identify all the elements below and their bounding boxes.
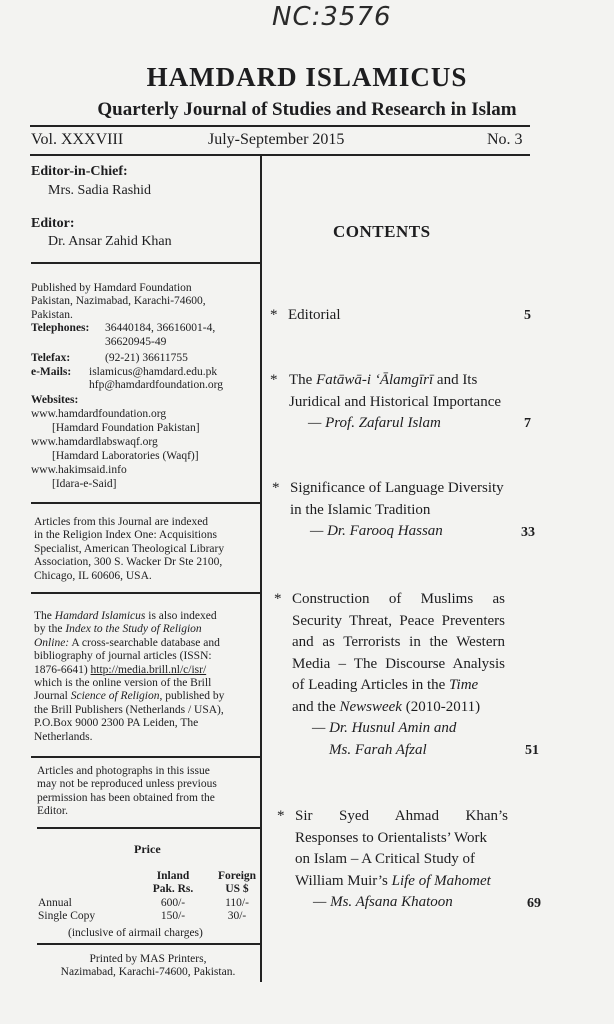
index-note-line: Association, 300 S. Wacker Dr Ste 2100, [34,556,223,569]
copyright-line: permission has been obtained from the [37,791,215,804]
section-rule [37,943,261,945]
index-note-line: in the Religion Index One: Acquisitions [34,529,218,542]
handwritten-note: NC:3576 [272,2,392,32]
entry-author: Ms. Farah Afzal [329,741,427,758]
contents-heading: CONTENTS [333,222,431,241]
text: , published by [159,690,225,703]
title-text: The [289,372,317,388]
title-text: and as Terrorists in the Western [292,634,505,650]
price-row [38,897,262,910]
entry-language-diversity[interactable] [290,478,510,543]
text: the Brill Publishers (Netherlands / USA), [34,703,224,716]
header-rule [30,154,530,156]
entry-page: 7 [524,416,531,431]
title-italic: Life of Mahomet [391,872,491,889]
title-italic: Fatāwā-i ‘Ālamgīrī [316,372,434,388]
copyright-line: Articles and photographs in this issue [37,765,210,777]
index-note-line: Chicago, IL 60606, USA. [34,569,152,582]
price-foreign: 30/- [227,910,247,923]
price-header-row [38,883,262,896]
entry-fatawa[interactable] [289,370,509,435]
text: Journal [34,690,71,703]
entry-page: 69 [527,896,541,911]
printer-info [38,953,258,980]
title-italic: Newsweek [339,698,402,715]
index-note-brill [34,610,256,744]
text: Netherlands. [34,730,93,743]
entry-page: 5 [524,308,531,323]
issue-date: July-September 2015 [208,131,345,148]
title-text: Juridical and Historical Importance [289,393,502,410]
journal-title: HAMDARD ISLAMICUS [146,62,468,92]
section-rule [31,262,261,264]
title-text: Media – The Discourse Analysis [292,655,505,672]
index-note-religion-index [34,516,256,583]
title-text: Security Threat, Peace Preventers [292,612,505,629]
journal-name: Hamdard Islamicus [54,610,146,622]
index-note-line: Articles from this Journal are indexed [34,516,209,528]
title-italic: Time [449,677,479,693]
column-divider [260,156,262,982]
telefax-label: Telefax: [31,352,71,364]
price-table [38,870,262,924]
entry-star: * [277,808,285,824]
editor-in-chief-name: Mrs. Sadia Rashid [48,183,152,198]
entry-star: * [272,480,280,496]
editor-in-chief-label: Editor-in-Chief: [31,164,128,179]
title-text: and the [292,698,340,715]
price-label: Single Copy [38,910,96,923]
website-link[interactable]: www.hakimsaid.info [31,464,127,476]
telephones-label: Telephones: [31,322,90,334]
entry-author: — Prof. Zafarul Islam [308,415,441,431]
text: is also indexed [145,610,217,622]
brill-link[interactable]: http://media.brill.nl/c/isr/ [90,663,207,676]
title-text: of Leading Articles in the [292,677,450,693]
title-text: and Its [433,372,478,388]
text: by the [34,623,66,636]
email-link[interactable]: hfp@hamdardfoundation.org [89,379,223,391]
websites-label: Websites: [31,394,79,406]
editor-label: Editor: [31,216,75,231]
text: which is the online version of the Brill [34,677,212,690]
index-name: Online: [34,636,70,649]
title-text: Sir Syed Ahmad Khan’s [295,808,508,824]
section-rule [31,502,261,504]
journal-name: Science of Religion [70,690,160,703]
entry-author: — Dr. Husnul Amin and [312,720,457,736]
title-text: on Islam – A Critical Study of [295,851,475,867]
entry-star: * [270,307,278,323]
title-text: Significance of Language Diversity [290,480,504,496]
price-label: Annual [38,896,72,909]
telephones-line: 36440184, 36616001-4, [105,322,216,334]
issue-number: No. 3 [487,131,523,148]
price-row [38,910,262,923]
entry-page: 51 [525,743,539,758]
publisher-block [31,282,254,322]
text: P.O.Box 9000 2300 PA Leiden, The [34,717,199,730]
title-text: in the Islamic Tradition [290,501,431,518]
price-foreign: 110/- [225,896,249,909]
entry-star: * [270,372,278,388]
journal-subtitle: Quarterly Journal of Studies and Research in Islam [97,99,517,120]
volume: Vol. XXXVIII [31,131,124,148]
entry-sir-syed[interactable] [295,806,508,914]
entry-construction-of-muslims[interactable] [292,589,505,761]
title-text: William Muir’s [295,872,392,889]
editor-name: Dr. Ansar Zahid Khan [48,234,172,249]
copyright-line: may not be reproduced unless previous [37,778,217,791]
website-name: [Idara-e-Said] [52,478,117,490]
printer-line: Nazimabad, Karachi-74600, Pakistan. [60,966,236,979]
printer-line: Printed by MAS Printers, [89,953,207,965]
entry-title-editorial[interactable]: Editorial [288,307,341,323]
col-inland-unit: Pak. Rs. [152,883,194,896]
title-text: Construction of Muslims as [292,591,505,607]
price-inland: 600/- [160,896,186,909]
website-name: [Hamdard Foundation Pakistan] [52,422,200,434]
website-link[interactable]: www.hamdardlabswaqf.org [31,436,158,448]
text: The [34,610,55,622]
col-inland: Inland [156,870,190,882]
entry-page: 33 [521,525,535,540]
section-rule [31,592,261,594]
copyright-notice [37,765,258,819]
price-note: (inclusive of airmail charges) [68,927,203,939]
publisher-line: Pakistan, Nazimabad, Karachi-74600, [31,295,206,308]
section-rule [31,756,261,758]
text: 1876-6641) [34,663,91,676]
copyright-line: Editor. [37,805,68,818]
text: bibliography of journal articles (ISSN: [34,650,212,663]
col-foreign-unit: US $ [225,883,249,896]
telephones-line: 36620945-49 [105,336,167,348]
title-text: Responses to Orientalists’ Work [295,829,487,846]
price-header-row [38,870,262,883]
text: A cross-searchable database and [69,636,220,649]
publisher-line: Published by Hamdard Foundation [31,282,192,294]
title-text: (2010-2011) [401,698,481,715]
index-note-line: Specialist, American Theological Library [34,542,225,555]
price-inland: 150/- [160,910,186,923]
masthead-rule [30,125,530,127]
publisher-line: Pakistan. [31,308,73,321]
col-foreign: Foreign [217,870,257,882]
entry-author: — Dr. Farooq Hassan [310,523,443,539]
entry-star: * [274,591,282,607]
emails-label: e-Mails: [31,366,72,378]
telefax-value: (92-21) 36611755 [105,352,188,364]
entry-author: — Ms. Afsana Khatoon [313,894,453,910]
index-name: Index to the Study of Religion [65,623,202,636]
price-heading: Price [134,842,161,856]
website-link[interactable]: www.hamdardfoundation.org [31,408,167,420]
email-link[interactable]: islamicus@hamdard.edu.pk [89,366,218,378]
website-name: [Hamdard Laboratories (Waqf)] [52,450,199,462]
section-rule [37,827,261,829]
